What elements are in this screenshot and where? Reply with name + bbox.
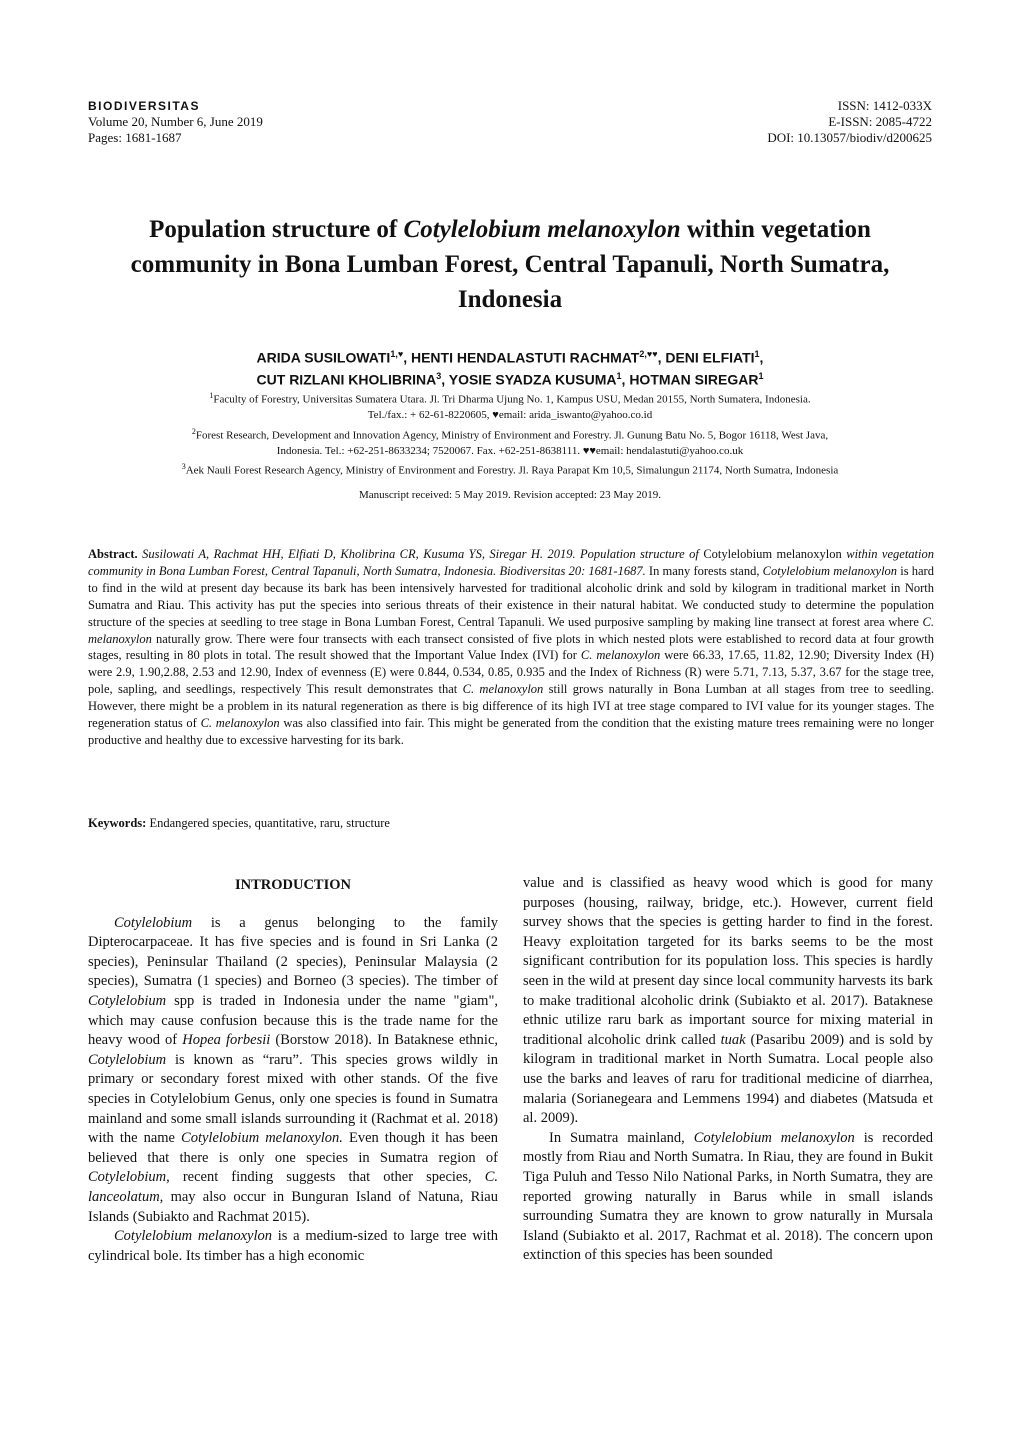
author-name: HENTI HENDALASTUTI RACHMAT bbox=[410, 349, 640, 366]
species-name: Cotylelobium melanoxylon bbox=[114, 1228, 272, 1245]
manuscript-dates: Manuscript received: 5 May 2019. Revision accepted: 23 May 2019. bbox=[358, 489, 662, 501]
journal-name: BIODIVERSITAS bbox=[88, 99, 200, 113]
species-name: C. melanoxylon bbox=[462, 682, 544, 697]
body-text: (Pasaribu 2009) and is sold by kilogram in traditional market in North Sumatra. Local people also use the barks and leaves of raru for traditional medicine of diarrhea, malaria (Sorianegeara and Lemmens 1994) and diabetes (Matsuda et al. 2009). bbox=[523, 1031, 933, 1127]
species-name: Cotylelobium bbox=[88, 1051, 167, 1068]
paper-title bbox=[88, 212, 932, 317]
body-text: Even though it has been believed that there is only one species in Sumatra region of bbox=[88, 1130, 498, 1166]
body-text: is recorded mostly from Riau and North Sumatra. In Riau, they are found in Bukit Tiga Puluh and Tesso Nilo National Parks, in North Sumatra, they are reported growing naturally in Barus while in small islands surrounding Sumatra they are known to grow naturally in Mursala Island (Subiakto et al. 2017, Rachmat et al. 2018). The concern upon extinction of this species has been sounded bbox=[523, 1129, 934, 1264]
keywords-text: Endangered species, quantitative, raru, structure bbox=[146, 816, 390, 830]
author-name: HOTMAN SIREGAR bbox=[629, 371, 759, 388]
affiliation-sup: 1 bbox=[209, 391, 214, 400]
affiliation-text: Faculty of Forestry, Universitas Sumatera Utara. Jl. Tri Dharma Ujung No. 1, Kampus USU, Medan 20155, North Sumatera, Indonesia. bbox=[213, 393, 811, 406]
affiliation-sup: 3 bbox=[181, 462, 186, 472]
abstract-label: Abstract. bbox=[88, 547, 138, 561]
affiliation-2-contact: Indonesia. Tel.: +62-251-8633234; 7520067. Fax. +62-251-8638111. ♥♥email: hendalastuti@yahoo.co.uk bbox=[276, 444, 744, 457]
affiliation-1-contact: Tel./fax.: + 62-61-8220605, ♥email: arida_iswanto@yahoo.co.id bbox=[367, 409, 653, 422]
author-name: ARIDA SUSILOWATI bbox=[256, 349, 391, 366]
affiliation-3 bbox=[88, 459, 932, 479]
body-text: In Sumatra mainland, bbox=[549, 1129, 694, 1146]
affiliation-sup: 2 bbox=[191, 426, 196, 436]
author-list: ARIDA $SUSILOWATI^{1,♥}$, HENTI HENDALASTUTI $RACHMAT^{2,♥♥}$, DENI ELFIATI$^1$, CUT RIZLANI KHOLIBRINA$^3$, YOSIE SYADZA KUSUMA$^1$, HOTMAN SIREGAR$^1$ bbox=[256, 349, 764, 388]
abstract-text: In many forests stand, bbox=[645, 563, 763, 578]
species-name: Hopea forbesii bbox=[182, 1032, 271, 1049]
affiliation-text: Aek Nauli Forest Research Agency, Ministry of Environment and Forestry. Jl. Raya Parapat Km 10,5, Simalungun 21174, North Sumatra, Indonesia bbox=[185, 464, 839, 477]
left-column bbox=[88, 874, 498, 1266]
species-name: C. melanoxylon bbox=[200, 716, 280, 731]
right-column bbox=[523, 874, 933, 1266]
journal-pages: Pages: 1681-1687 bbox=[88, 130, 182, 145]
issn: ISSN: 1412-033X bbox=[837, 98, 932, 113]
author-sup: 1 bbox=[754, 349, 760, 359]
author-sup: 1 bbox=[758, 370, 764, 381]
species-name: C. melanoxylon bbox=[88, 614, 934, 646]
abstract bbox=[88, 546, 934, 749]
keywords-label: Keywords: bbox=[88, 816, 147, 830]
abstract-text: still grows naturally in Bona Lumban at all stages from tree to seedling. However, there might be a problem in its natural regeneration as there is big difference of its high IVI at tree stage compared to IVI value for its younger stages. The regeneration status of bbox=[88, 682, 934, 731]
journal-header-left bbox=[88, 98, 263, 146]
species-name: Cotylelobium melanoxylon bbox=[762, 563, 898, 578]
affiliation-2 bbox=[88, 424, 932, 444]
author-sup: 1 bbox=[616, 370, 622, 381]
author-sup: 2,♥♥ bbox=[639, 349, 658, 359]
abstract-text: were 66.33, 17.65, 11.82, 12.90; Diversity Index (H) were 2.9, 1.90,2.88, 2.53 and 12.90, Index of evenness (E) were 0.844, 0.534, 0.85, 0.935 and the Index of Richness (R) were 5.71, 7.13, 5.37, 3.67 for the stage tree, pole, sapling, and seedlings, respectively This result demonstrates that bbox=[88, 648, 934, 697]
title-text-rest: within vegetation community in Bona Lumban Forest, Central Tapanuli, North Sumatra, Indonesia bbox=[130, 216, 890, 313]
body-text: spp is traded in Indonesia under the name "giam", which may cause confusion because this is the trade name for the heavy wood of bbox=[88, 992, 498, 1049]
species-name: tuak bbox=[720, 1031, 746, 1048]
body-text: may also occur in Bunguran Island of Natuna, Riau Islands (Subiakto and Rachmat 2015). bbox=[88, 1188, 498, 1225]
body-text: is known as “raru”. This species grows wildly in primary or secondary forest mixed with other stands. Of the five species in Cotylelobium Genus, only one species is found in Sumatra mainland and some small islands surrounding it (Rachmat et al. 2018) with the name bbox=[88, 1051, 498, 1147]
affiliation-1 bbox=[88, 388, 932, 408]
body-text: value and is classified as heavy wood which is good for many purposes (housing, railway, bridge, etc.). However, current field survey shows that the species is getting harder to find in the forest. Heavy exploitation targeted for its barks seems to be the most significant contribution for its population loss. This species is hardly seen in the wild at present day since local community harvests its bark to make traditional alcoholic drink (Subiakto et al. 2017). Bataknese ethnic utilize raru bark as important source for mixing material in traditional alcoholic drink called bbox=[523, 875, 933, 1048]
title-species: Cotylelobium melanoxylon bbox=[403, 216, 681, 243]
species-name: Cotylelobium bbox=[88, 1169, 167, 1186]
abstract-citation: within vegetation community in Bona Lumban Forest, Central Tapanuli, North Sumatra, Indonesia. Biodiversitas 20: 1681-1687. bbox=[88, 547, 934, 578]
body-text: is a genus belonging to the family Dipterocarpaceae. It has five species and is found in Sri Lanka (2 species), Peninsular Thailand (2 species), Peninsular Malaysia (2 species), Sumatra (1 species) and Borneo (3 species). The timber of bbox=[88, 914, 498, 990]
eissn: E-ISSN: 2085-4722 bbox=[828, 114, 932, 129]
affiliations bbox=[88, 388, 932, 479]
author-name: YOSIE SYADZA KUSUMA bbox=[448, 371, 617, 388]
body-text: (Borstow 2018). In Bataknese ethnic, bbox=[270, 1032, 499, 1049]
species-name: C. melanoxylon bbox=[580, 648, 661, 663]
section-heading-introduction: INTRODUCTION bbox=[234, 877, 351, 893]
species-name: Cotylelobium bbox=[88, 992, 167, 1009]
keywords bbox=[88, 816, 934, 831]
paragraph bbox=[523, 874, 933, 1129]
author-name: DENI ELFIATI bbox=[665, 349, 755, 366]
title-text: Population structure of bbox=[149, 216, 404, 243]
paragraph bbox=[88, 1227, 498, 1266]
abstract-citation-species: Cotylelobium melanoxylon bbox=[703, 547, 842, 561]
journal-volume: Volume 20, Number 6, June 2019 bbox=[88, 114, 263, 129]
species-name: Cotylelobium melanoxylon. bbox=[181, 1130, 343, 1147]
species-name: Cotylelobium melanoxylon bbox=[693, 1129, 855, 1146]
journal-header-right bbox=[767, 98, 932, 146]
body-text: , recent finding suggests that other species, bbox=[166, 1169, 485, 1186]
species-name: Cotylelobium bbox=[114, 914, 193, 931]
abstract-text: was also classified into fair. This might be generated from the condition that the existing mature trees remaining were no longer productive and healthy due to excessive harvesting for its bark. bbox=[88, 716, 934, 747]
affiliation-text: Forest Research, Development and Innovation Agency, Ministry of Environment and Forestry. Jl. Gunung Batu No. 5, Bogor 16118, West Java, bbox=[195, 429, 829, 442]
author-name: CUT RIZLANI KHOLIBRINA bbox=[256, 371, 437, 388]
body-text: is a medium-sized to large tree with cylindrical bole. Its timber has a high economic bbox=[88, 1228, 498, 1264]
abstract-text: is hard to find in the wild at present day because its bark has been intensively harvested for traditional alcoholic drink and sold by kilogram in traditional market in North Sumatra and Riau. This activity has put the species into serious threats of their existence in their natural habitat. We conducted study to determine the population structure of the species at seedling to tree stage in Bona Lumban Forest, Central Tapanuli. We used purposive sampling by making line transect at forest area where bbox=[88, 563, 934, 629]
paragraph bbox=[523, 1129, 933, 1266]
abstract-citation: Susilowati A, Rachmat HH, Elfiati D, Kholibrina CR, Kusuma YS, Siregar H. 2019. Population structure of bbox=[137, 547, 704, 561]
paragraph bbox=[88, 914, 498, 1228]
author-sup: 3 bbox=[436, 370, 442, 381]
doi: DOI: 10.13057/biodiv/d200625 bbox=[767, 130, 932, 145]
abstract-text: naturally grow. There were four transects with each transect consisted of five plots in which nested plots were established to record data at four growth stages, resulting in 80 plots in total. The result showed that the Important Value Index (IVI) for bbox=[88, 631, 934, 663]
author-sup: 1,♥ bbox=[390, 349, 404, 359]
species-name: C. lanceolatum, bbox=[88, 1169, 498, 1205]
